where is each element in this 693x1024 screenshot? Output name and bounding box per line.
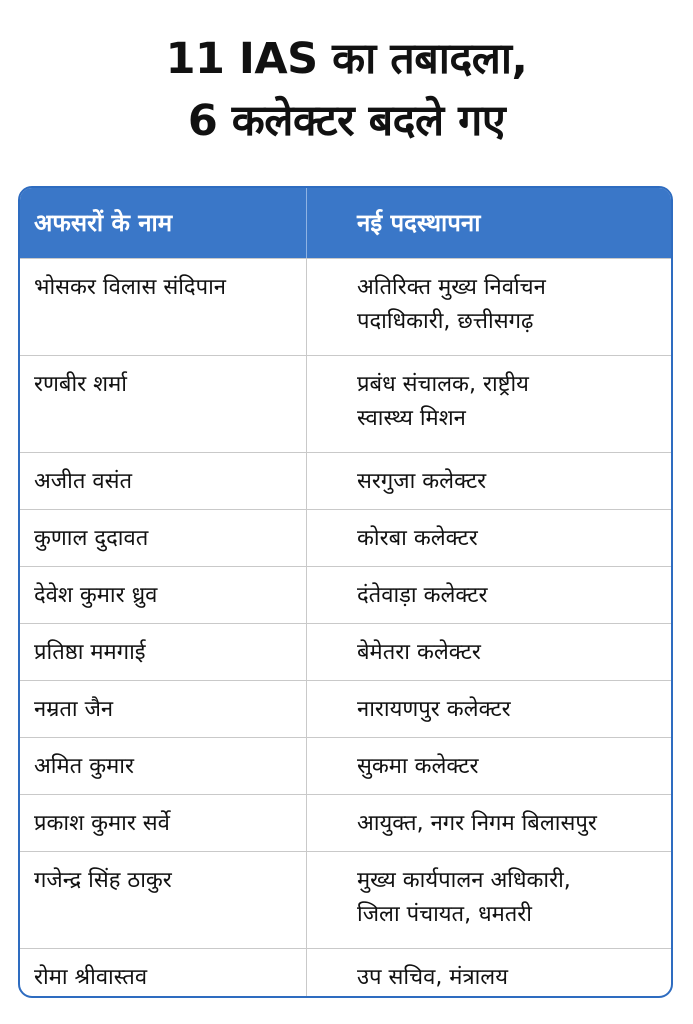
officer-name: प्रकाश कुमार सर्वे (20, 795, 307, 851)
new-posting: मुख्य कार्यपालन अधिकारी, जिला पंचायत, धमतरी (357, 868, 571, 927)
table-row (20, 680, 671, 737)
officer-name: रोमा श्रीवास्तव (20, 949, 307, 998)
headline (0, 28, 693, 152)
new-posting: सरगुजा कलेक्टर (357, 469, 487, 494)
new-posting: दंतेवाड़ा कलेक्टर (357, 583, 488, 608)
table-row (20, 509, 671, 566)
header-officer-names: अफसरों के नाम (20, 188, 307, 258)
table-row (20, 623, 671, 680)
officer-name: नम्रता जैन (20, 681, 307, 737)
officer-name: अमित कुमार (20, 738, 307, 794)
new-posting: आयुक्त, नगर निगम बिलासपुर (357, 811, 597, 836)
transfer-table (18, 186, 673, 998)
new-posting: नारायणपुर कलेक्टर (357, 697, 511, 722)
officer-name: कुणाल दुदावत (20, 510, 307, 566)
table-row (20, 566, 671, 623)
table-row (20, 737, 671, 794)
headline-line-2: 6 कलेक्टर बदले गए (187, 96, 506, 146)
table-row (20, 452, 671, 509)
table-header-row (20, 188, 671, 258)
new-posting: प्रबंध संचालक, राष्ट्रीय स्वास्थ्य मिशन (357, 372, 529, 431)
officer-name: अजीत वसंत (20, 453, 307, 509)
table-row (20, 851, 671, 948)
officer-name: प्रतिष्ठा ममगाई (20, 624, 307, 680)
new-posting: सुकमा कलेक्टर (357, 754, 479, 779)
officer-name: रणबीर शर्मा (20, 356, 307, 452)
table-row (20, 794, 671, 851)
header-new-posting: नई पदस्थापना (357, 209, 481, 237)
officer-name: भोसकर विलास संदिपान (20, 259, 307, 355)
new-posting: उप सचिव, मंत्रालय (357, 965, 508, 990)
officer-name: गजेन्द्र सिंह ठाकुर (20, 852, 307, 948)
table-row (20, 948, 671, 998)
new-posting: अतिरिक्त मुख्य निर्वाचन पदाधिकारी, छत्तीसगढ़ (357, 275, 546, 334)
table-row (20, 355, 671, 452)
new-posting: कोरबा कलेक्टर (357, 526, 478, 551)
new-posting: बेमेतरा कलेक्टर (357, 640, 481, 665)
officer-name: देवेश कुमार ध्रुव (20, 567, 307, 623)
headline-line-1: 11 IAS का तबादला, (165, 34, 528, 84)
table-row (20, 258, 671, 355)
